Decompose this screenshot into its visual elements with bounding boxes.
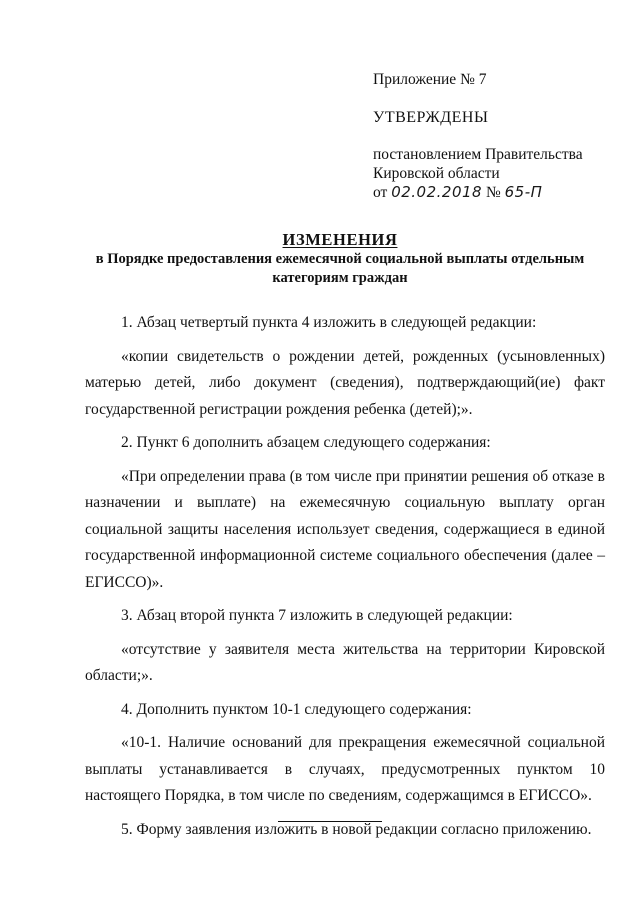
paragraph-5: 3. Абзац второй пункта 7 изложить в следующей редакции: (121, 607, 513, 624)
paragraph-3: 2. Пункт 6 дополнить абзацем следующего содержания: (121, 434, 491, 451)
handwritten-date: 02.02.2018 (391, 183, 483, 201)
date-prefix: от (373, 184, 388, 201)
paragraph-7: 4. Дополнить пунктом 10-1 следующего содержания: (121, 700, 472, 718)
paragraph-4: «При определении права (в том числе при принятии решения об отказе в назначении и выплате) на ежемесячную социальную выплату орган социальной защиты населения использует сведения, содержащиеся в единой государственной информационной системе социального обеспечения (далее – ЕГИССО)». (85, 467, 605, 591)
appendix-number: Приложение № 7 (373, 71, 487, 88)
paragraph-1: 1. Абзац четвертый пункта 4 изложить в следующей редакции: (121, 314, 537, 331)
decree-line-2: Кировской области (373, 165, 500, 182)
appendix-block (373, 70, 613, 202)
paragraph-9: 5. Форму заявления изложить в новой редакции согласно приложению. (121, 820, 592, 838)
paragraph-6: «отсутствие у заявителя места жительства на территории Кировской области;». (85, 640, 605, 684)
approved-label: УТВЕРЖДЕНЫ (373, 109, 489, 126)
document-subtitle: в Порядке предоставления ежемесячной социальной выплаты отдельным категориям граждан (95, 251, 585, 286)
closing-rule (278, 821, 382, 822)
document-title: ИЗМЕНЕНИЯ (282, 230, 398, 249)
number-prefix: № (485, 184, 501, 201)
paragraph-2: «копии свидетельств о рождении детей, рожденных (усыновленных) матерью детей, либо документ (сведения), подтверждающий(ие) факт государственной регистрации рождения ребенка (детей);». (85, 347, 605, 418)
handwritten-number: 65-П (504, 183, 543, 201)
decree-line-1: постановлением Правительства (373, 146, 583, 163)
document-body (85, 310, 605, 843)
paragraph-8: «10-1. Наличие оснований для прекращения ежемесячной социальной выплаты устанавливается в случаях, предусмотренных пунктом 10 настоящего Порядка, в том числе по сведениям, содержащимся в ЕГИССО». (85, 734, 605, 804)
decree-date-line (373, 183, 613, 202)
